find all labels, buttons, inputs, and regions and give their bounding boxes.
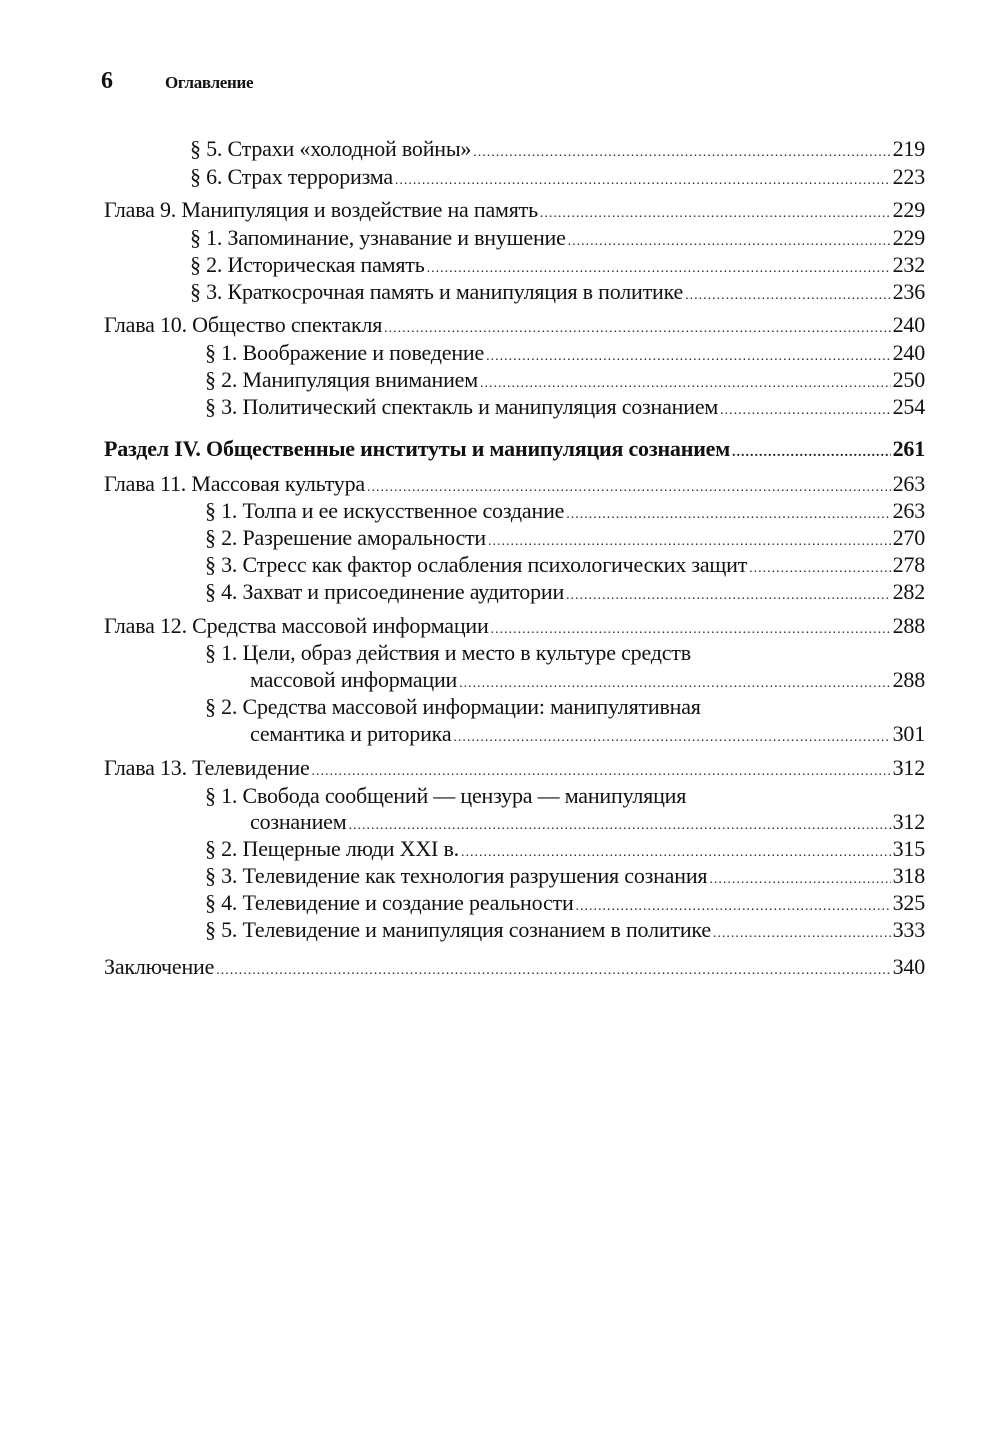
- dot-leader: [540, 200, 891, 227]
- toc-chapter-entry: [104, 953, 925, 980]
- toc-entry-page: 340: [892, 954, 925, 979]
- toc-paragraph-entry: [205, 339, 925, 366]
- toc-entry-title: § 2. Пещерные люди XXI в.: [205, 836, 459, 861]
- toc-entry-title: § 4. Захват и присоединение аудитории: [205, 579, 565, 604]
- toc-entry-page: 312: [892, 809, 925, 834]
- toc-entry-title: § 3. Политический спектакль и манипуляция сознанием: [205, 394, 719, 419]
- toc-paragraph-entry: [205, 524, 925, 551]
- toc-entry-title: сознанием: [250, 809, 347, 834]
- toc-entry-title: § 1. Воображение и поведение: [205, 340, 485, 365]
- toc-entry-title: § 1. Свобода сообщений — цензура — манипуляция: [205, 783, 687, 808]
- toc-entry-title: § 1. Цели, образ действия и место в культуре средств: [205, 640, 691, 665]
- dot-leader: [216, 957, 890, 984]
- dot-leader: [473, 139, 890, 166]
- toc-entry-page: 263: [892, 471, 925, 496]
- toc-paragraph-entry: [205, 782, 925, 809]
- toc-paragraph-entry: [190, 163, 925, 190]
- toc-chapter-entry: [104, 612, 925, 639]
- dot-leader: [685, 282, 891, 309]
- toc-entry-title: § 3. Стресс как фактор ослабления психологических защит: [205, 552, 748, 577]
- toc-entry-title: Заключение: [104, 954, 215, 979]
- toc-paragraph-entry: [205, 693, 925, 720]
- toc-entry-title: § 3. Краткосрочная память и манипуляция в политике: [190, 279, 684, 304]
- dot-leader: [713, 920, 891, 947]
- toc-paragraph-entry: [250, 666, 925, 693]
- toc-entry-page: 315: [892, 836, 925, 861]
- running-header-title: Оглавление: [165, 73, 254, 92]
- toc-entry-title: Раздел IV. Общественные институты и манипуляция сознанием: [104, 436, 731, 461]
- dot-leader: [732, 439, 891, 466]
- toc-entry-page: 223: [892, 164, 925, 189]
- toc-entry-title: семантика и риторика: [250, 721, 452, 746]
- toc-entry-title: § 2. Манипуляция вниманием: [205, 367, 478, 392]
- toc-chapter-entry: [104, 754, 925, 781]
- toc-entry-title: массовой информации: [250, 667, 458, 692]
- toc-paragraph-entry: [250, 720, 925, 747]
- dot-leader: [453, 724, 890, 751]
- toc-entry-title: § 1. Запоминание, узнавание и внушение: [190, 225, 566, 250]
- toc-entry-title: Глава 13. Телевидение: [104, 755, 310, 780]
- toc-paragraph-entry: [205, 889, 925, 916]
- dot-leader: [312, 758, 891, 785]
- toc-entry-title: § 5. Страхи «холодной войны»: [190, 136, 472, 161]
- toc-paragraph-entry: [190, 135, 925, 162]
- toc-entry-title: § 2. Средства массовой информации: манипулятивная: [205, 694, 701, 719]
- toc-paragraph-entry: [205, 578, 925, 605]
- toc-paragraph-entry: [250, 808, 925, 835]
- toc-entry-title: § 2. Историческая память: [190, 252, 425, 277]
- toc-entry-page: 312: [892, 755, 925, 780]
- toc-paragraph-entry: [190, 278, 925, 305]
- toc-entry-title: Глава 9. Манипуляция и воздействие на память: [104, 197, 538, 222]
- toc-paragraph-entry: [205, 551, 925, 578]
- toc-entry-title: § 3. Телевидение как технология разрушения сознания: [205, 863, 708, 888]
- toc-entry-page: 318: [892, 863, 925, 888]
- toc-entry-page: 232: [892, 252, 925, 277]
- dot-leader: [395, 167, 891, 194]
- toc-chapter-entry: [104, 196, 925, 223]
- toc-entry-page: 229: [892, 225, 925, 250]
- toc-entry-page: 229: [892, 197, 925, 222]
- toc-entry-title: Глава 10. Общество спектакля: [104, 312, 383, 337]
- toc-paragraph-entry: [205, 835, 925, 862]
- toc-entry-title: § 2. Разрешение аморальности: [205, 525, 487, 550]
- toc-paragraph-entry: [205, 393, 925, 420]
- toc-entry-page: 240: [892, 340, 925, 365]
- toc-chapter-entry: [104, 470, 925, 497]
- toc-paragraph-entry: [205, 639, 925, 666]
- toc-entry-page: 219: [892, 136, 925, 161]
- toc-entry-page: 278: [892, 552, 925, 577]
- toc-entry-page: 325: [892, 890, 925, 915]
- toc-paragraph-entry: [190, 251, 925, 278]
- toc-paragraph-entry: [205, 366, 925, 393]
- toc-entry-title: § 6. Страх терроризма: [190, 164, 393, 189]
- toc-entry-title: § 5. Телевидение и манипуляция сознанием в политике: [205, 917, 711, 942]
- toc-paragraph-entry: [205, 497, 925, 524]
- page-number: 6: [101, 68, 113, 94]
- toc-entry-title: Глава 11. Массовая культура: [104, 471, 365, 496]
- toc-entry-page: 254: [892, 394, 925, 419]
- toc-entry-title: § 1. Толпа и ее искусственное создание: [205, 498, 565, 523]
- toc-entry-page: 333: [892, 917, 925, 942]
- dot-leader: [566, 582, 891, 609]
- toc-chapter-entry: [104, 311, 925, 338]
- toc-entry-page: 240: [892, 312, 925, 337]
- toc-entry-title: Глава 12. Средства массовой информации: [104, 613, 489, 638]
- toc-entry-page: 263: [892, 498, 925, 523]
- toc-paragraph-entry: [205, 862, 925, 889]
- toc-entry-page: 270: [892, 525, 925, 550]
- toc-entry-page: 282: [892, 579, 925, 604]
- toc-paragraph-entry: [205, 916, 925, 943]
- toc-section-entry: [104, 435, 925, 462]
- toc-entry-title: § 4. Телевидение и создание реальности: [205, 890, 574, 915]
- toc-paragraph-entry: [190, 224, 925, 251]
- dot-leader: [720, 397, 890, 424]
- toc-entry-page: 250: [892, 367, 925, 392]
- toc-entry-page: 288: [892, 613, 925, 638]
- toc-entry-page: 236: [892, 279, 925, 304]
- toc-entry-page: 288: [892, 667, 925, 692]
- dot-leader: [384, 315, 890, 342]
- toc-entry-page: 301: [892, 721, 925, 746]
- toc-entry-page: 261: [892, 436, 925, 461]
